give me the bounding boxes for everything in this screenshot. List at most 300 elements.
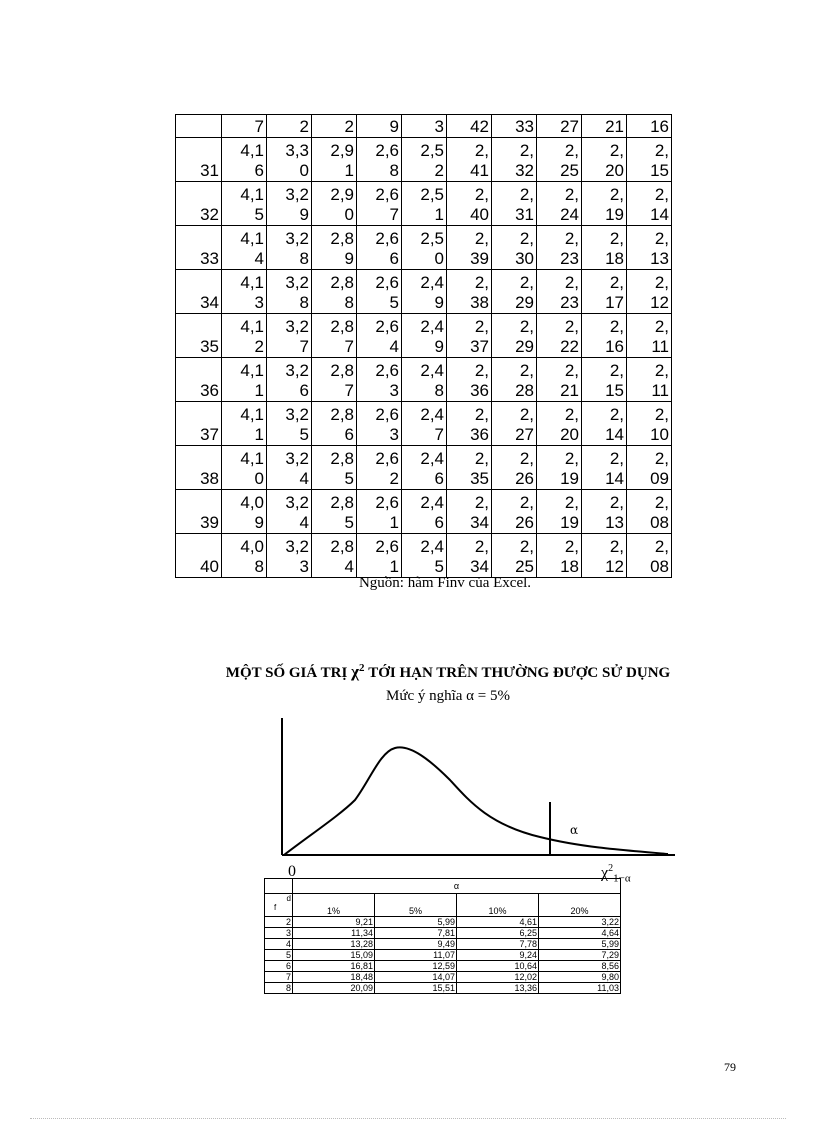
cell-line: 7 xyxy=(389,205,399,224)
cell-line: 4 xyxy=(299,513,309,532)
cell-line: 2, xyxy=(564,185,579,204)
cell-line: 2, xyxy=(474,537,489,556)
table-cell xyxy=(402,446,447,490)
cell-line: 1 xyxy=(389,557,399,576)
cell-line: 2,8 xyxy=(330,537,354,556)
table-cell xyxy=(492,270,537,314)
table-cell xyxy=(492,446,537,490)
cell-line: 2, xyxy=(564,449,579,468)
table-cell: 14,07 xyxy=(375,972,457,983)
df-cell: 36 xyxy=(176,358,222,402)
table-cell xyxy=(267,402,312,446)
cell-line: 4 xyxy=(299,469,309,488)
cell-line: 2, xyxy=(564,405,579,424)
table-cell xyxy=(447,490,492,534)
cell-line: 2,6 xyxy=(375,493,399,512)
cell-line: 2,6 xyxy=(375,361,399,380)
df-cell: 31 xyxy=(176,138,222,182)
table-cell xyxy=(402,358,447,402)
cell-line: 2 xyxy=(254,337,264,356)
cell-line: 8 xyxy=(434,381,444,400)
cell-line: 9 xyxy=(344,249,354,268)
table-cell xyxy=(267,270,312,314)
table-row xyxy=(176,138,672,182)
table-row xyxy=(176,314,672,358)
title-chi-superscript: 2 xyxy=(358,662,365,674)
table-cell: 16 xyxy=(627,115,672,138)
table-cell xyxy=(447,534,492,578)
cell-line: 1 xyxy=(389,513,399,532)
cell-line: 41 xyxy=(470,161,489,180)
cell-line: 4,1 xyxy=(240,185,264,204)
cell-line: 2,6 xyxy=(375,537,399,556)
table-row xyxy=(176,115,672,138)
table-cell xyxy=(627,446,672,490)
corner-cell xyxy=(265,879,293,894)
cell-line: 2, xyxy=(609,273,624,292)
cell-line: 39 xyxy=(470,249,489,268)
cell-line: 10 xyxy=(650,425,669,444)
cell-line: 31 xyxy=(515,205,534,224)
table-cell xyxy=(537,138,582,182)
source-note: Nguồn: hàm Finv của Excel. xyxy=(358,575,532,591)
chi-square-table xyxy=(264,878,621,994)
cell-line: 2, xyxy=(564,141,579,160)
cell-line: 2,4 xyxy=(420,273,444,292)
table-cell xyxy=(537,490,582,534)
table-cell xyxy=(222,358,267,402)
cell-line: 2, xyxy=(519,493,534,512)
table-row xyxy=(176,534,672,578)
df-header-bottom: f xyxy=(274,903,277,912)
section-title xyxy=(0,662,816,682)
cell-line: 25 xyxy=(515,557,534,576)
cell-line: 2,9 xyxy=(330,185,354,204)
cell-line: 29 xyxy=(515,337,534,356)
cell-line: 0 xyxy=(434,249,444,268)
cell-line: 2,6 xyxy=(375,317,399,336)
cell-line: 3,2 xyxy=(285,493,309,512)
page-number: 79 xyxy=(724,1060,736,1074)
table-cell xyxy=(537,314,582,358)
cell-line: 2, xyxy=(609,405,624,424)
cell-line: 2, xyxy=(474,493,489,512)
table-cell xyxy=(312,270,357,314)
cell-line: 2, xyxy=(654,493,669,512)
table-cell xyxy=(222,270,267,314)
table-cell xyxy=(582,270,627,314)
table-cell xyxy=(627,226,672,270)
cell-line: 2 xyxy=(389,469,399,488)
table-row xyxy=(265,961,621,972)
cell-line: 6 xyxy=(299,381,309,400)
table-cell: 10,64 xyxy=(457,961,539,972)
cell-line: 1 xyxy=(434,205,444,224)
cell-line: 13 xyxy=(650,249,669,268)
alpha-column-header: 20% xyxy=(539,894,621,917)
table-cell: 9,24 xyxy=(457,950,539,961)
cell-line: 21 xyxy=(560,381,579,400)
cell-line: 4,1 xyxy=(240,229,264,248)
cell-line: 11 xyxy=(651,337,669,356)
cell-line: 2, xyxy=(519,405,534,424)
table-cell xyxy=(222,138,267,182)
df-cell: 39 xyxy=(176,490,222,534)
table-cell xyxy=(492,534,537,578)
table-cell xyxy=(402,490,447,534)
table-cell xyxy=(267,138,312,182)
cell-line: 4,1 xyxy=(240,317,264,336)
cell-line: 2,5 xyxy=(420,185,444,204)
cell-line: 2,5 xyxy=(420,229,444,248)
cell-line: 2, xyxy=(654,317,669,336)
cell-line: 2, xyxy=(609,141,624,160)
cell-line: 2, xyxy=(564,229,579,248)
cell-line: 2, xyxy=(474,361,489,380)
table-cell: 12,02 xyxy=(457,972,539,983)
cell-line: 2, xyxy=(474,405,489,424)
cell-line: 2, xyxy=(519,141,534,160)
cell-line: 14 xyxy=(650,205,669,224)
axis-chi-superscript: 2 xyxy=(608,863,614,874)
cell-line: 2, xyxy=(519,273,534,292)
cell-line: 6 xyxy=(254,161,264,180)
table-cell xyxy=(627,490,672,534)
table-cell xyxy=(357,446,402,490)
cell-line: 1 xyxy=(254,425,264,444)
cell-line: 16 xyxy=(605,337,624,356)
cell-line: 2, xyxy=(564,537,579,556)
title-part1: MỘT SỐ GIÁ TRỊ xyxy=(225,665,352,681)
cell-line: 7 xyxy=(434,425,444,444)
cell-line: 9 xyxy=(434,337,444,356)
table-cell xyxy=(357,226,402,270)
cell-line: 0 xyxy=(344,205,354,224)
cell-line: 2,8 xyxy=(330,405,354,424)
table-cell: 11,03 xyxy=(539,983,621,994)
table-cell: 5,99 xyxy=(539,939,621,950)
table-cell xyxy=(447,226,492,270)
table-cell xyxy=(492,226,537,270)
table-cell xyxy=(312,534,357,578)
table-cell: 7,81 xyxy=(375,928,457,939)
cell-line: 11 xyxy=(651,381,669,400)
cell-line: 2, xyxy=(654,229,669,248)
table-cell xyxy=(176,115,222,138)
table-cell xyxy=(627,314,672,358)
cell-line: 4,0 xyxy=(240,493,264,512)
table-cell: 11,07 xyxy=(375,950,457,961)
cell-line: 2,6 xyxy=(375,185,399,204)
table-cell xyxy=(492,182,537,226)
cell-line: 3,3 xyxy=(285,141,309,160)
cell-line: 34 xyxy=(470,557,489,576)
cell-line: 2, xyxy=(609,493,624,512)
cell-line: 2, xyxy=(654,185,669,204)
cell-line: 09 xyxy=(650,469,669,488)
cell-line: 14 xyxy=(605,469,624,488)
f-distribution-table xyxy=(175,114,672,578)
cell-line: 12 xyxy=(650,293,669,312)
table-cell xyxy=(267,446,312,490)
table-cell xyxy=(537,534,582,578)
df-header xyxy=(265,894,293,917)
table-cell xyxy=(582,490,627,534)
cell-line: 3,2 xyxy=(285,185,309,204)
cell-line: 2, xyxy=(474,141,489,160)
cell-line: 2,8 xyxy=(330,229,354,248)
table-cell xyxy=(357,402,402,446)
cell-line: 3,2 xyxy=(285,449,309,468)
cell-line: 15 xyxy=(650,161,669,180)
cell-line: 30 xyxy=(515,249,534,268)
table-cell xyxy=(627,534,672,578)
table-cell xyxy=(402,402,447,446)
table-cell xyxy=(537,358,582,402)
table-row xyxy=(176,446,672,490)
cell-line: 8 xyxy=(344,293,354,312)
cell-line: 2,9 xyxy=(330,141,354,160)
cell-line: 4,1 xyxy=(240,361,264,380)
table-cell xyxy=(312,490,357,534)
page-footer-divider xyxy=(30,1118,786,1119)
axis-zero-label: 0 xyxy=(288,863,296,880)
table-cell: 9,49 xyxy=(375,939,457,950)
table-cell xyxy=(492,358,537,402)
cell-line: 0 xyxy=(299,161,309,180)
cell-line: 2, xyxy=(609,185,624,204)
table-cell xyxy=(357,358,402,402)
cell-line: 20 xyxy=(605,161,624,180)
cell-line: 3 xyxy=(299,557,309,576)
cell-line: 36 xyxy=(470,381,489,400)
alpha-column-header: 5% xyxy=(375,894,457,917)
table-cell xyxy=(492,138,537,182)
cell-line: 2, xyxy=(564,273,579,292)
table-cell xyxy=(402,182,447,226)
cell-line: 8 xyxy=(389,161,399,180)
table-cell xyxy=(447,402,492,446)
table-cell xyxy=(627,402,672,446)
table-cell: 9 xyxy=(357,115,402,138)
cell-line: 4 xyxy=(344,557,354,576)
cell-line: 35 xyxy=(470,469,489,488)
table-cell xyxy=(222,226,267,270)
table-cell xyxy=(222,446,267,490)
cell-line: 5 xyxy=(254,205,264,224)
cell-line: 08 xyxy=(650,513,669,532)
table-cell: 8,56 xyxy=(539,961,621,972)
cell-line: 2,4 xyxy=(420,317,444,336)
cell-line: 2, xyxy=(564,361,579,380)
cell-line: 24 xyxy=(560,205,579,224)
table-row xyxy=(265,928,621,939)
cell-line: 2,8 xyxy=(330,273,354,292)
cell-line: 32 xyxy=(515,161,534,180)
cell-line: 2,5 xyxy=(420,141,444,160)
table-cell: 7,78 xyxy=(457,939,539,950)
cell-line: 27 xyxy=(515,425,534,444)
cell-line: 2 xyxy=(434,161,444,180)
cell-line: 2, xyxy=(654,537,669,556)
table-cell xyxy=(492,402,537,446)
title-chi-symbol: χ xyxy=(351,662,359,681)
table-cell: 13,36 xyxy=(457,983,539,994)
table-cell: 33 xyxy=(492,115,537,138)
table-cell xyxy=(402,138,447,182)
table-cell: 9,21 xyxy=(293,917,375,928)
table-cell xyxy=(537,402,582,446)
cell-line: 5 xyxy=(344,513,354,532)
cell-line: 2, xyxy=(654,449,669,468)
cell-line: 2, xyxy=(609,317,624,336)
df-cell: 5 xyxy=(265,950,293,961)
cell-line: 2,6 xyxy=(375,405,399,424)
df-cell: 34 xyxy=(176,270,222,314)
table-cell xyxy=(267,226,312,270)
cell-line: 5 xyxy=(344,469,354,488)
cell-line: 2, xyxy=(519,229,534,248)
table-cell xyxy=(627,182,672,226)
cell-line: 18 xyxy=(560,557,579,576)
cell-line: 9 xyxy=(254,513,264,532)
cell-line: 5 xyxy=(389,293,399,312)
table-cell xyxy=(582,402,627,446)
df-header-top: d xyxy=(286,894,291,903)
cell-line: 3 xyxy=(389,425,399,444)
cell-line: 0 xyxy=(254,469,264,488)
cell-line: 2, xyxy=(654,273,669,292)
cell-line: 2,6 xyxy=(375,273,399,292)
table-cell xyxy=(582,182,627,226)
cell-line: 37 xyxy=(470,337,489,356)
cell-line: 1 xyxy=(344,161,354,180)
cell-line: 1 xyxy=(254,381,264,400)
cell-line: 2,6 xyxy=(375,449,399,468)
cell-line: 2, xyxy=(609,361,624,380)
cell-line: 8 xyxy=(254,557,264,576)
table-cell xyxy=(267,314,312,358)
cell-line: 7 xyxy=(344,381,354,400)
table-cell xyxy=(222,182,267,226)
cell-line: 6 xyxy=(434,469,444,488)
df-cell: 32 xyxy=(176,182,222,226)
cell-line: 2, xyxy=(519,185,534,204)
table-cell xyxy=(222,314,267,358)
table-row xyxy=(265,939,621,950)
cell-line: 9 xyxy=(434,293,444,312)
title-part2: TỚI HẠN TRÊN THƯỜNG ĐƯỢC SỬ DỤNG xyxy=(364,665,671,681)
cell-line: 22 xyxy=(560,337,579,356)
cell-line: 2,4 xyxy=(420,361,444,380)
cell-line: 25 xyxy=(560,161,579,180)
table-cell xyxy=(312,446,357,490)
df-cell: 7 xyxy=(265,972,293,983)
cell-line: 3,2 xyxy=(285,229,309,248)
table-cell: 12,59 xyxy=(375,961,457,972)
df-cell: 8 xyxy=(265,983,293,994)
table-cell: 4,61 xyxy=(457,917,539,928)
cell-line: 4,1 xyxy=(240,449,264,468)
table-row xyxy=(265,917,621,928)
table-cell xyxy=(222,534,267,578)
table-cell xyxy=(582,534,627,578)
cell-line: 2,8 xyxy=(330,317,354,336)
cell-line: 8 xyxy=(299,249,309,268)
cell-line: 2, xyxy=(609,229,624,248)
table-cell xyxy=(267,358,312,402)
cell-line: 3,2 xyxy=(285,317,309,336)
table-cell xyxy=(582,446,627,490)
cell-line: 29 xyxy=(515,293,534,312)
table-cell xyxy=(312,226,357,270)
cell-line: 3 xyxy=(389,381,399,400)
table-row xyxy=(265,972,621,983)
table-cell xyxy=(357,534,402,578)
table-cell: 15,09 xyxy=(293,950,375,961)
table-cell xyxy=(222,490,267,534)
table-cell xyxy=(312,182,357,226)
cell-line: 2, xyxy=(609,537,624,556)
curve-alpha-label: α xyxy=(570,823,579,837)
table-cell xyxy=(537,182,582,226)
table-cell xyxy=(357,270,402,314)
table-cell xyxy=(402,226,447,270)
cell-line: 20 xyxy=(560,425,579,444)
table-cell: 18,48 xyxy=(293,972,375,983)
cell-line: 2,8 xyxy=(330,361,354,380)
table-cell xyxy=(357,490,402,534)
table-cell xyxy=(627,358,672,402)
cell-line: 3,2 xyxy=(285,405,309,424)
cell-line: 6 xyxy=(389,249,399,268)
table-cell xyxy=(312,358,357,402)
cell-line: 8 xyxy=(299,293,309,312)
cell-line: 2, xyxy=(519,361,534,380)
cell-line: 2, xyxy=(474,273,489,292)
cell-line: 38 xyxy=(470,293,489,312)
axis-chi-subscript: 1−α xyxy=(613,872,631,885)
table-cell: 4,64 xyxy=(539,928,621,939)
table-row xyxy=(176,490,672,534)
cell-line: 3,2 xyxy=(285,361,309,380)
cell-line: 34 xyxy=(470,513,489,532)
cell-line: 4,1 xyxy=(240,405,264,424)
table-row xyxy=(176,402,672,446)
cell-line: 2, xyxy=(519,449,534,468)
cell-line: 14 xyxy=(605,425,624,444)
table-row xyxy=(265,983,621,994)
cell-line: 2,4 xyxy=(420,405,444,424)
cell-line: 2, xyxy=(654,141,669,160)
cell-line: 2,4 xyxy=(420,449,444,468)
table-cell xyxy=(627,270,672,314)
cell-line: 13 xyxy=(605,513,624,532)
cell-line: 15 xyxy=(605,381,624,400)
table-cell xyxy=(537,446,582,490)
table-row xyxy=(176,270,672,314)
table-cell xyxy=(312,314,357,358)
cell-line: 28 xyxy=(515,381,534,400)
cell-line: 2, xyxy=(609,449,624,468)
cell-line: 17 xyxy=(605,293,624,312)
df-cell: 6 xyxy=(265,961,293,972)
df-cell: 4 xyxy=(265,939,293,950)
cell-line: 2, xyxy=(519,317,534,336)
table-cell: 5,99 xyxy=(375,917,457,928)
cell-line: 26 xyxy=(515,469,534,488)
cell-line: 26 xyxy=(515,513,534,532)
